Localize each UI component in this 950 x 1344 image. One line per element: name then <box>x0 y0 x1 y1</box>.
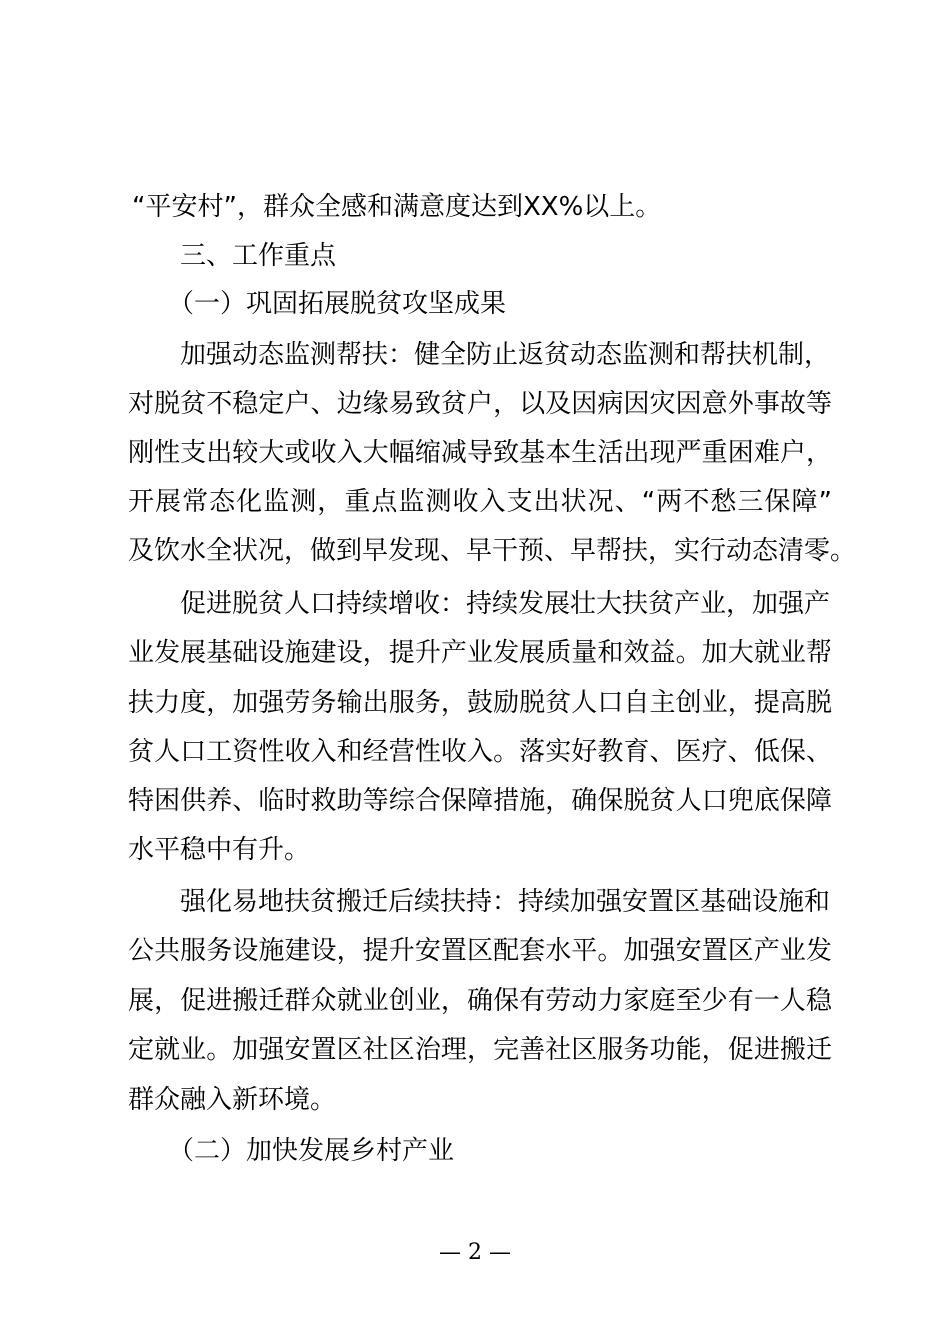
text-line: “平安村”，群众全感和满意度达到XX%以上。 <box>132 192 662 222</box>
paragraph-line: 群众融入新环境。 <box>128 1085 337 1115</box>
paragraph-line: 展，促进搬迁群众就业创业，确保有劳动力家庭至少有一人稳 <box>128 986 832 1016</box>
paragraph-line: 加强动态监测帮扶：健全防止返贫动态监测和帮扶机制， <box>180 340 831 370</box>
paragraph-line: 促进脱贫人口持续增收：持续发展壮大扶贫产业，加强产 <box>180 589 831 619</box>
paragraph-line: 业发展基础设施建设，提升产业发展质量和效益。加大就业帮 <box>128 638 832 668</box>
subsection-heading: （二）加快发展乡村产业 <box>168 1136 455 1166</box>
paragraph-line: 定就业。加强安置区社区治理，完善社区服务功能，促进搬迁 <box>128 1035 832 1065</box>
page-number: — 2 — <box>439 1240 511 1265</box>
paragraph-line: 刚性支出较大或收入大幅缩减导致基本生活出现严重困难户， <box>128 438 832 468</box>
paragraph-line: 水平稳中有升。 <box>128 835 311 865</box>
paragraph-line: 及饮水全状况，做到早发现、早干预、早帮扶，实行动态清零。 <box>128 536 857 566</box>
paragraph-line: 扶力度，加强劳务输出服务，鼓励脱贫人口自主创业，提高脱 <box>128 688 832 718</box>
paragraph-line: 对脱贫不稳定户、边缘易致贫户，以及因病因灾因意外事故等 <box>128 389 832 419</box>
paragraph-line: 强化易地扶贫搬迁后续扶持：持续加强安置区基础设施和 <box>180 887 831 917</box>
paragraph-line: 贫人口工资性收入和经营性收入。落实好教育、医疗、低保、 <box>128 737 832 767</box>
section-heading: 三、工作重点 <box>180 241 337 271</box>
paragraph-line: 开展常态化监测，重点监测收入支出状况、“两不愁三保障” <box>128 487 832 517</box>
paragraph-line: 公共服务设施建设，提升安置区配套水平。加强安置区产业发 <box>128 936 832 966</box>
subsection-heading: （一）巩固拓展脱贫攻坚成果 <box>168 289 507 319</box>
paragraph-line: 特困供养、临时救助等综合保障措施，确保脱贫人口兜底保障 <box>128 786 832 816</box>
